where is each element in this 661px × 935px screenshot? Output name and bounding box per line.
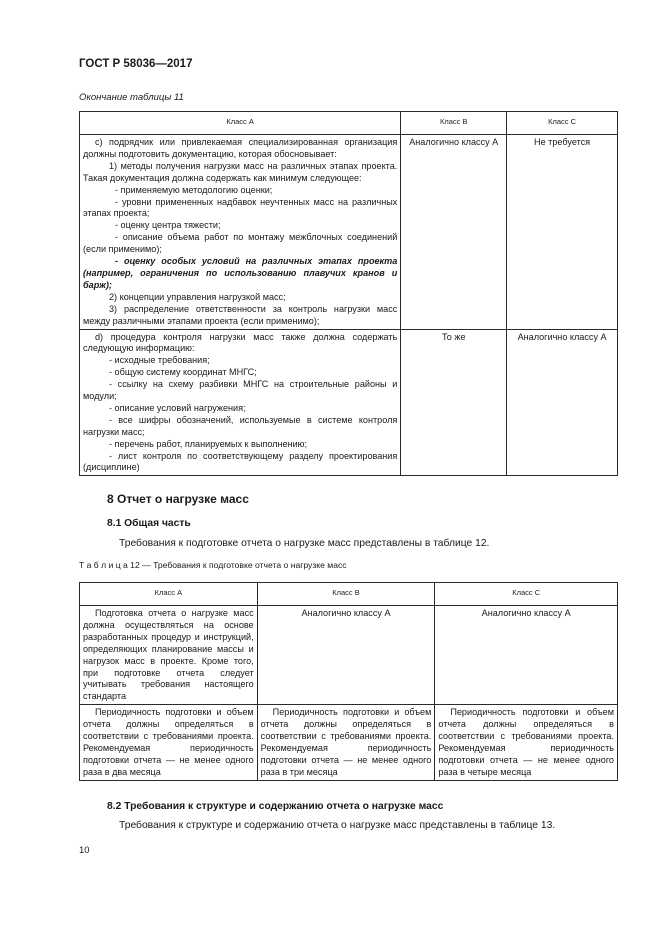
table-cell-class-b: Аналогично классу А: [257, 606, 435, 705]
section-8-1-text: Требования к подготовке отчета о нагрузке масс представлены в таблице 12.: [119, 538, 490, 549]
document-code: ГОСТ Р 58036—2017: [79, 58, 193, 70]
list-item: - оценку центра тяжести;: [115, 220, 221, 231]
column-header-class-b: Класс В: [257, 583, 435, 606]
column-header-class-b: Класс В: [401, 112, 507, 135]
page-number: 10: [79, 845, 90, 856]
table-cell-class-c: Периодичность подготовки и объем отчета должны определяться в соответствии с требованиями проекта. Рекомендуемая периодичность подготовки отчета — не менее одного раза в четыре месяца: [435, 705, 618, 780]
list-item: - применяемую методологию оценки;: [115, 184, 273, 195]
list-item: - оценку особых условий на различных этапах проекта (например, ограничения по использованию плавучих кранов и барж);: [83, 256, 398, 290]
list-item: - описание объема работ по монтажу межблочных соединений (если применимо);: [83, 232, 398, 255]
list-item: - исходные требования;: [109, 355, 210, 366]
section-8-2-heading: 8.2 Требования к структуре и содержанию отчета о нагрузке масс: [107, 801, 444, 812]
table-11: [79, 111, 618, 476]
table-header-row: [80, 112, 618, 135]
table-cell-class-a: [80, 329, 401, 476]
section-8-1-heading: 8.1 Общая часть: [107, 518, 191, 529]
table-cell-class-c: Не требуется: [507, 135, 618, 330]
table-cell-class-a: Периодичность подготовки и объем отчета должны определяться в соответствии с требованиями проекта. Рекомендуемая периодичность подготовки отчета — не менее одного раза в два месяца: [80, 705, 258, 780]
table-cell-class-c: Аналогично классу А: [435, 606, 618, 705]
list-item: 2) концепции управления нагрузкой масс;: [109, 291, 286, 302]
table-row: [80, 705, 618, 780]
list-item: - ссылку на схему разбивки МНГС на строительные районы и модули;: [83, 379, 398, 402]
list-item: d) процедура контроля нагрузки масс также должна содержать следующую информацию:: [83, 331, 398, 354]
column-header-class-a: Класс А: [80, 112, 401, 135]
column-header-class-a: Класс А: [80, 583, 258, 606]
table-12: [79, 582, 618, 781]
list-item: 1) методы получения нагрузки масс на различных этапах проекта. Такая документация должна содержать как минимум следующее:: [83, 160, 398, 183]
table-cell-class-a: [80, 135, 401, 330]
list-item: - перечень работ, планируемых к выполнению;: [109, 438, 308, 449]
list-item: 3) распределение ответственности за контроль нагрузки масс между различными этапами проекта (если применимо);: [83, 303, 398, 326]
column-header-class-c: Класс С: [507, 112, 618, 135]
table-11-caption: Окончание таблицы 11: [79, 92, 184, 103]
list-item: - лист контроля по соответствующему разделу проектирования (дисциплине): [83, 450, 398, 473]
list-item: с) подрядчик или привлекаемая специализированная организация должны подготовить документацию, которая обосновывает:: [83, 137, 398, 159]
list-item: - уровни примененных надбавок неучтенных масс на различных этапах проекта;: [83, 196, 398, 219]
table-cell-class-a: Подготовка отчета о нагрузке масс должна осуществляться на основе разработанных процедур и инструкций, определяющих планирование массы и нагрузок масс в проекте. Кроме того, при подготовке отчета следует учитывать требования настоящего стандарта: [80, 606, 258, 705]
table-cell-class-b: Аналогично классу А: [401, 135, 507, 330]
table-12-caption: Т а б л и ц а 12 — Требования к подготовке отчета о нагрузке масс: [79, 560, 347, 570]
table-cell-class-c: Аналогично классу А: [507, 329, 618, 476]
table-row: [80, 606, 618, 705]
table-cell-class-b: То же: [401, 329, 507, 476]
table-row: [80, 329, 618, 476]
list-item: - описание условий нагружения;: [109, 402, 246, 413]
list-item: - общую систему координат МНГС;: [109, 367, 257, 378]
column-header-class-c: Класс С: [435, 583, 618, 606]
table-header-row: [80, 583, 618, 606]
section-8-heading: 8 Отчет о нагрузке масс: [107, 492, 249, 506]
table-row: [80, 135, 618, 330]
list-item: - все шифры обозначений, используемые в системе контроля нагрузки масс;: [83, 414, 398, 437]
table-cell-class-b: Периодичность подготовки и объем отчета должны определяться в соответствии с требованиями проекта. Рекомендуемая периодичность подготовки отчета — не менее одного раза в три месяца: [257, 705, 435, 780]
section-8-2-text: Требования к структуре и содержанию отчета о нагрузке масс представлены в таблице 13.: [119, 820, 556, 831]
